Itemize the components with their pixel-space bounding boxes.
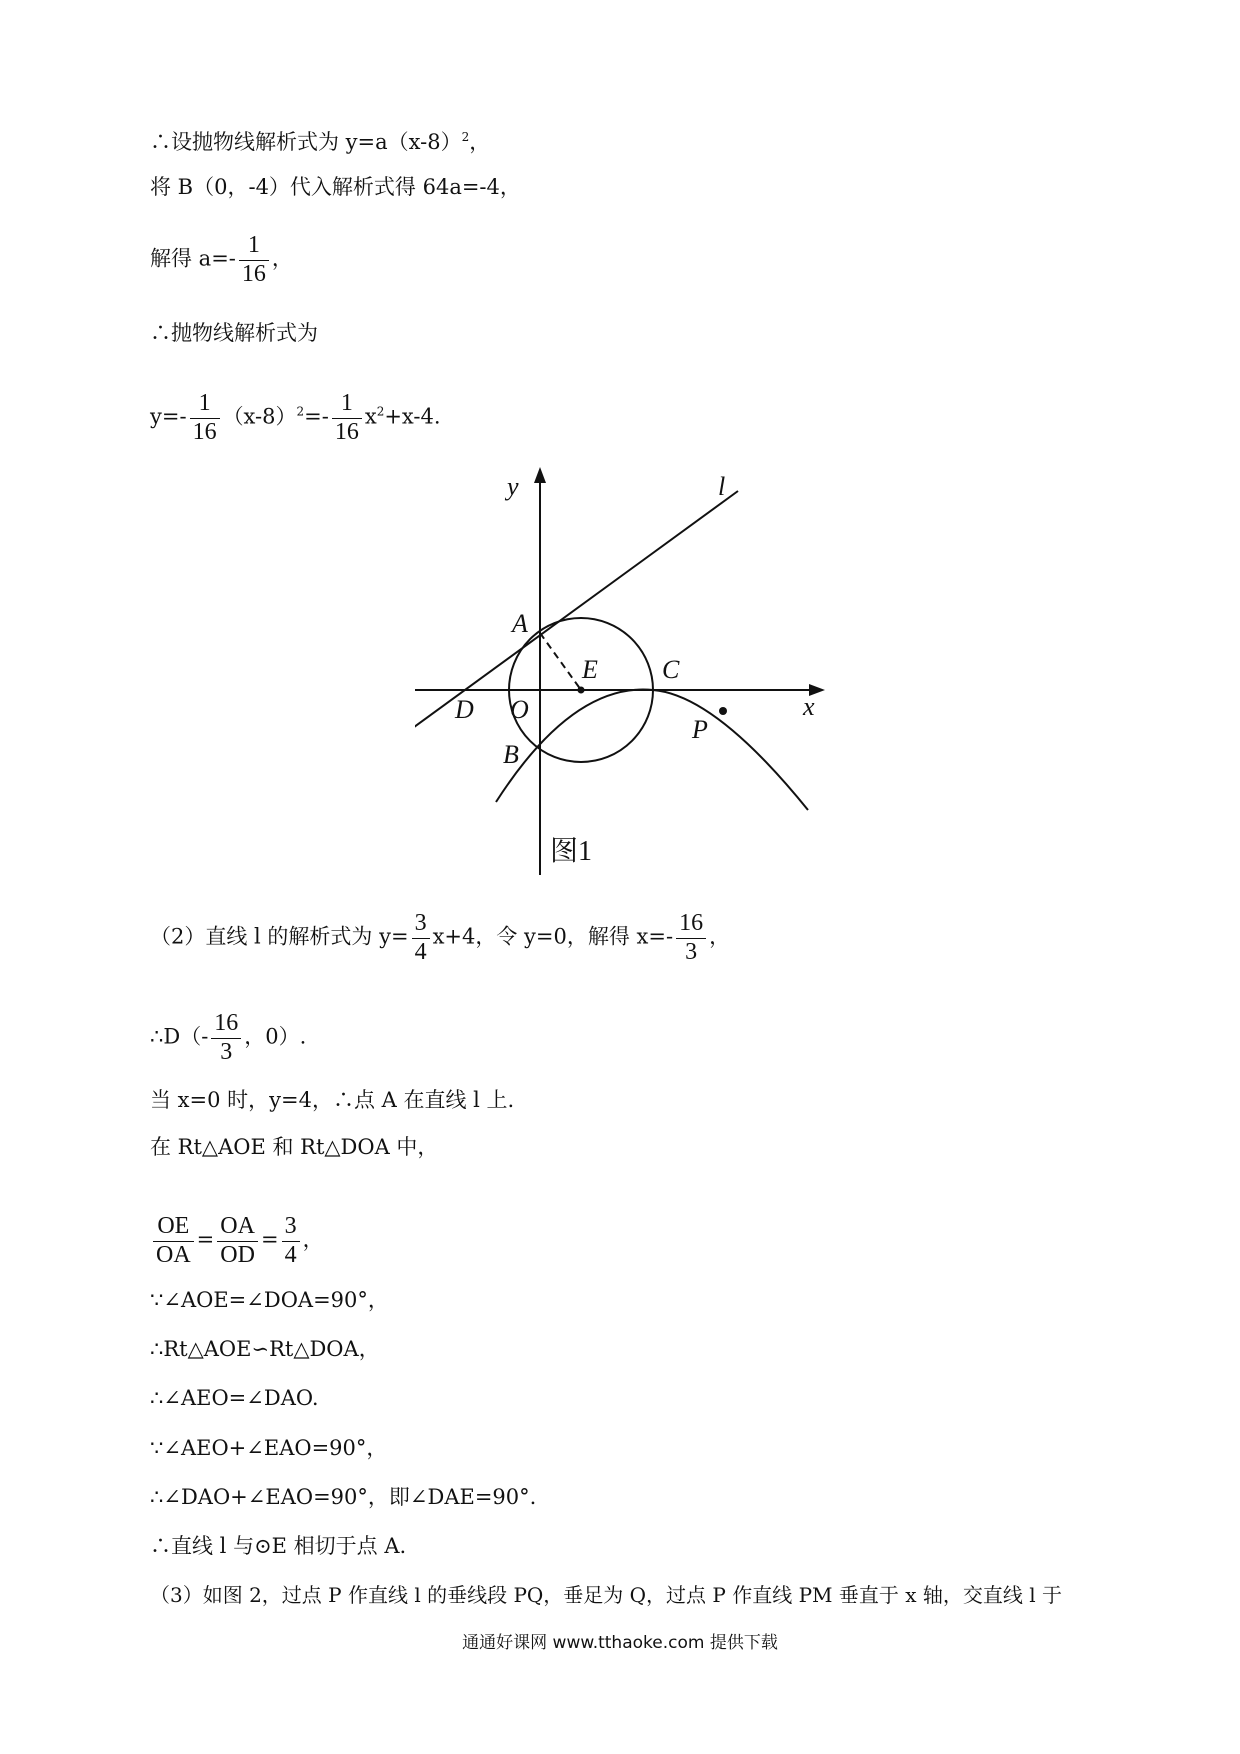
- label-l: l: [718, 472, 726, 501]
- line-7: ∴D（- $\frac{16}{3}$ ，0）.: [150, 1010, 307, 1065]
- fraction: $\frac{1}{16}$: [190, 390, 220, 446]
- point-e: [578, 687, 585, 694]
- line-6: （2）直线 l 的解析式为 y= $\frac{3}{4}$ x+4，令 y=0，解得 x=- $\frac{16}{3}$ ，: [150, 910, 731, 965]
- line-14: ∵∠AEO+∠EAO=90°，: [150, 1436, 388, 1460]
- footer: 通通好课网 www.tthaoke.com 提供下载: [462, 1633, 778, 1653]
- fraction: $\frac{OA}{OD}$: [217, 1213, 258, 1269]
- line-13: ∴∠AEO=∠DAO.: [150, 1386, 319, 1410]
- parabola: [496, 690, 808, 811]
- line-3: 解得 a=- $\frac{1}{16}$ ，: [150, 232, 293, 287]
- fraction: $\frac{OE}{OA}$: [153, 1213, 194, 1269]
- label-c: C: [662, 655, 680, 684]
- segment-ae: [540, 633, 581, 690]
- fraction: $\frac{1}{16}$: [239, 232, 269, 288]
- line-4: ∴抛物线解析式为: [150, 321, 318, 345]
- line-5: y=- $\frac{1}{16}$ $(x-8)^2=-$ $\frac{1}{16}$ $x^2+x-4$.: [150, 390, 441, 445]
- label-o: O: [510, 695, 529, 724]
- fraction: $\frac{16}{3}$: [211, 1010, 241, 1066]
- line-9: 在 Rt△AOE 和 Rt△DOA 中，: [150, 1135, 439, 1159]
- fraction: $\frac{3}{4}$: [412, 910, 430, 966]
- line-12: ∴Rt△AOE∽Rt△DOA，: [150, 1337, 380, 1361]
- fraction: $\frac{3}{4}$: [282, 1213, 300, 1269]
- line-1: ∴设抛物线解析式为 $y=a(x-8)^2$，: [150, 130, 491, 154]
- label-a: A: [512, 609, 528, 638]
- line-2: 将 B（0，-4）代入解析式得 64a=-4，: [150, 175, 521, 199]
- label-y: y: [507, 472, 519, 501]
- figure-caption: 图1: [550, 836, 593, 867]
- label-e: E: [582, 655, 598, 684]
- line-8: 当 x=0 时，y=4，∴点 A 在直线 l 上.: [150, 1088, 515, 1112]
- line-11: ∵∠AOE=∠DOA=90°，: [150, 1288, 389, 1312]
- label-p: P: [692, 715, 708, 744]
- figure-1: [415, 465, 825, 875]
- point-p: [719, 707, 727, 715]
- y-axis-arrow-icon: [534, 467, 546, 483]
- fraction: $\frac{1}{16}$: [332, 390, 362, 446]
- label-d: D: [455, 695, 474, 724]
- fraction: $\frac{16}{3}$: [676, 910, 706, 966]
- line-17: （3）如图 2，过点 P 作直线 l 的垂线段 PQ，垂足为 Q，过点 P 作直线 PM 垂直于 x 轴，交直线 l 于: [150, 1583, 1062, 1607]
- line-16: ∴直线 l 与⊙E 相切于点 A.: [150, 1534, 407, 1558]
- label-x: x: [803, 692, 815, 721]
- line-15: ∴∠DAO+∠EAO=90°，即∠DAE=90°.: [150, 1485, 537, 1509]
- label-b: B: [503, 740, 519, 769]
- line-10: $\frac{OE}{OA}$ = $\frac{OA}{OD}$ = $\frac{3}{4}$ ，: [150, 1213, 324, 1269]
